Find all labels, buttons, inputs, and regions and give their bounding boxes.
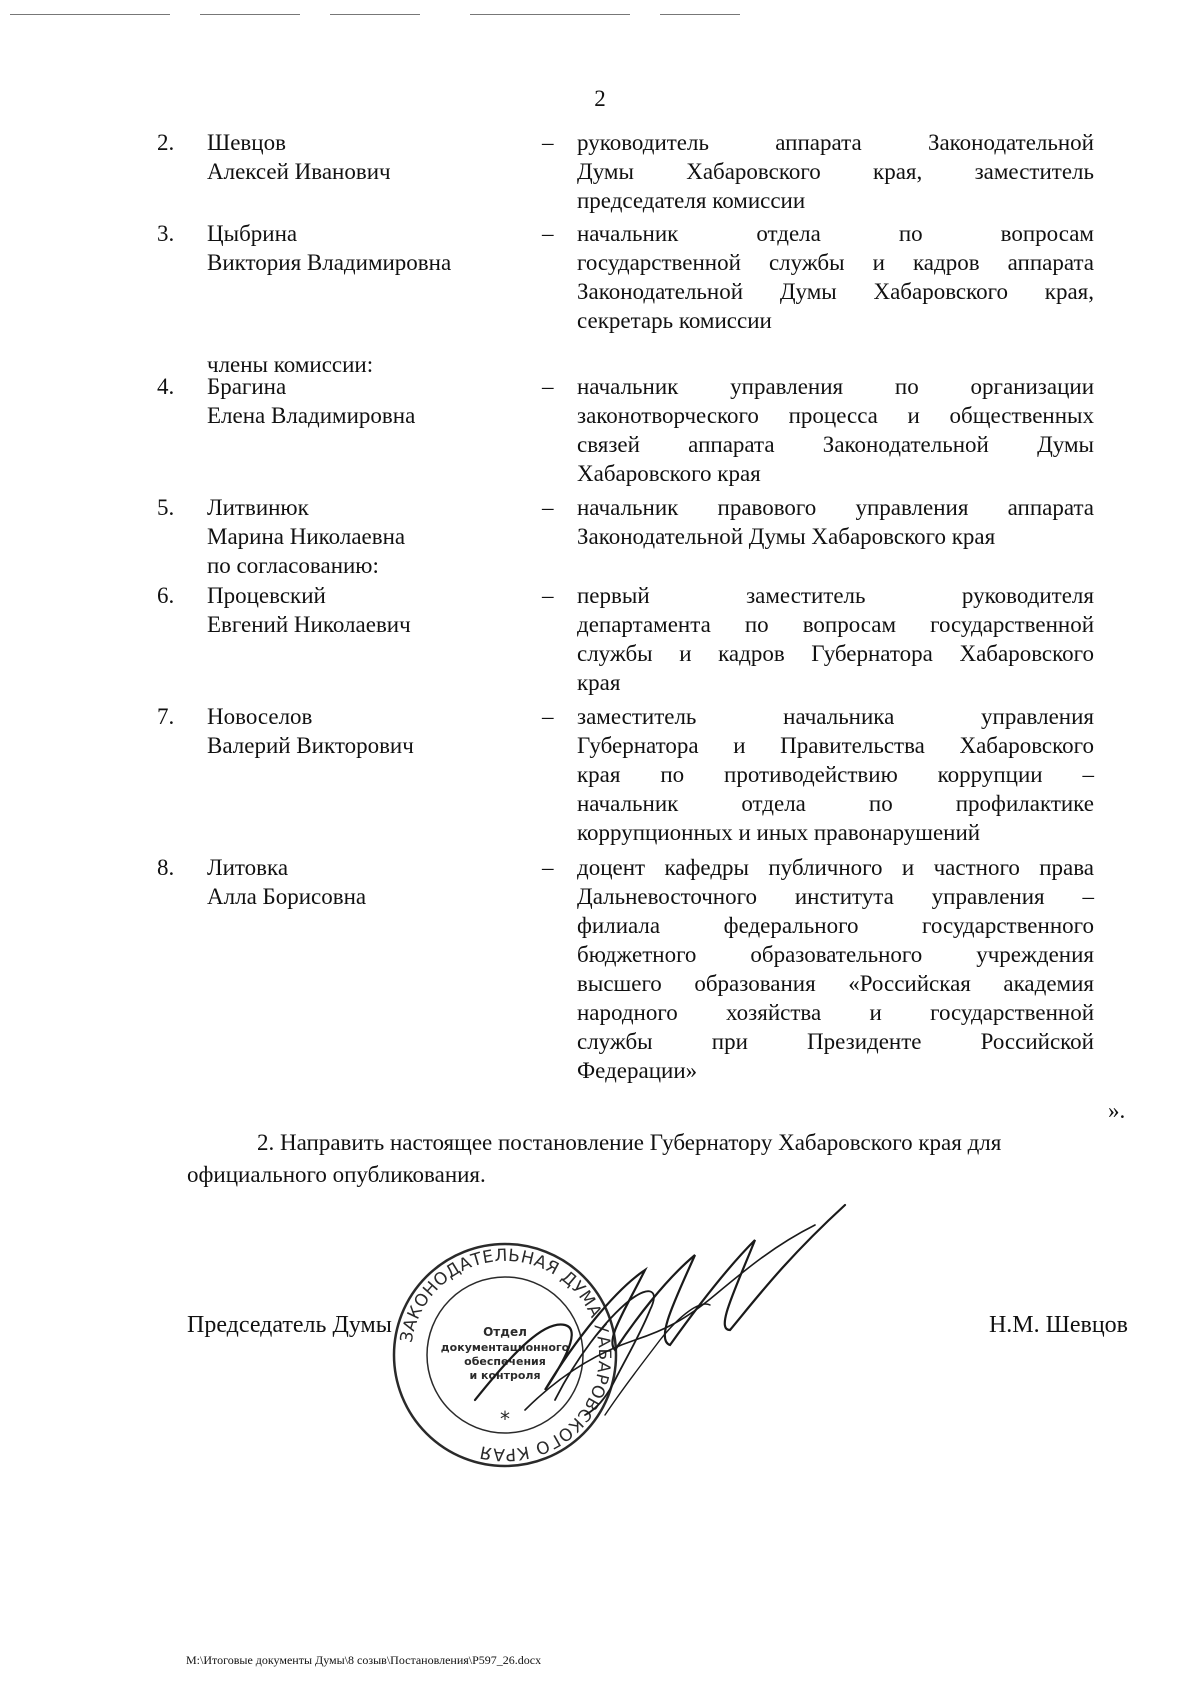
member-number: 4. (157, 374, 175, 399)
member-dash: – (542, 855, 554, 880)
member-position: заместитель начальника управления Губернатора и Правительства Хабаровского края по противодействию коррупции – начальник отдела по профилактике коррупционных и иных правонарушений (577, 704, 1094, 845)
member-dash: – (542, 495, 554, 520)
handwritten-signature (455, 1200, 855, 1420)
paragraph-line: 2. Направить настоящее постановление Губернатору Хабаровского края для (257, 1130, 1002, 1155)
member-number: 8. (157, 855, 175, 880)
member-name: Литвинюк Марина Николаевна (207, 495, 406, 549)
member-dash: – (542, 374, 554, 399)
member-position: руководитель аппарата Законодательной Думы Хабаровского края, заместитель председателя комиссии (577, 130, 1094, 213)
scan-edge-line (660, 14, 740, 15)
member-dash: – (542, 130, 554, 155)
member-position: начальник правового управления аппарата Законодательной Думы Хабаровского края (577, 495, 1094, 549)
stamp-star: * (500, 1407, 510, 1431)
member-name: Новоселов Валерий Викторович (207, 704, 414, 758)
paragraph-line: официального опубликования. (187, 1162, 486, 1187)
member-name: Литовка Алла Борисовна (207, 855, 367, 909)
member-dash: – (542, 221, 554, 246)
member-position: начальник отдела по вопросам государственной службы и кадров аппарата Законодательной Думы Хабаровского края, секретарь комиссии (577, 221, 1094, 333)
member-position: доцент кафедры публичного и частного права Дальневосточного института управления – филиала федерального государственного бюджетного образовательного учреждения высшего образования «Российская академия народного хозяйства и государственной службы при Президенте Российской Федерации» (577, 855, 1094, 1083)
closing-quote: ». (1108, 1098, 1126, 1123)
member-number: 6. (157, 583, 175, 608)
file-path: M:\Итоговые документы Думы\8 созыв\Постановления\P597_26.docx (186, 1653, 542, 1667)
member-number: 5. (157, 495, 175, 520)
scan-edge-line (330, 14, 420, 15)
stamp-center-text: обеспечения (464, 1355, 546, 1368)
member-name: Брагина Елена Владимировна (207, 374, 416, 428)
scan-edge-line (200, 14, 300, 15)
member-dash: – (542, 704, 554, 729)
scan-edge-line (470, 14, 630, 15)
signature-title: Председатель Думы (187, 1312, 392, 1338)
stamp-center-text: и контроля (469, 1369, 541, 1382)
member-name: Шевцов Алексей Иванович (207, 130, 391, 184)
stamp-center-text: документационного (440, 1341, 570, 1354)
member-number: 2. (157, 130, 175, 155)
stamp-ring-text: ЗАКОНОДАТЕЛЬНАЯ ДУМА ХАБАРОВСКОГО КРАЯ (396, 1245, 615, 1465)
member-name: Цыбрина Виктория Владимировна (207, 221, 452, 275)
page-number: 2 (594, 86, 606, 111)
members-label: члены комиссии: (207, 352, 374, 377)
signature-name: Н.М. Шевцов (988, 1312, 1128, 1338)
member-number: 7. (157, 704, 175, 729)
member-position: первый заместитель руководителя департамента по вопросам государственной службы и кадров Губернатора Хабаровского края (577, 583, 1094, 695)
member-dash: – (542, 583, 554, 608)
member-number: 3. (157, 221, 175, 246)
member-position: начальник управления по организации законотворческого процесса и общественных связей аппарата Законодательной Думы Хабаровского края (577, 374, 1094, 486)
agreement-label: по согласованию: (207, 553, 379, 578)
scan-edge-line (10, 14, 170, 15)
stamp-center-text: Отдел (483, 1325, 527, 1339)
member-name: Процевский Евгений Николаевич (207, 583, 411, 637)
